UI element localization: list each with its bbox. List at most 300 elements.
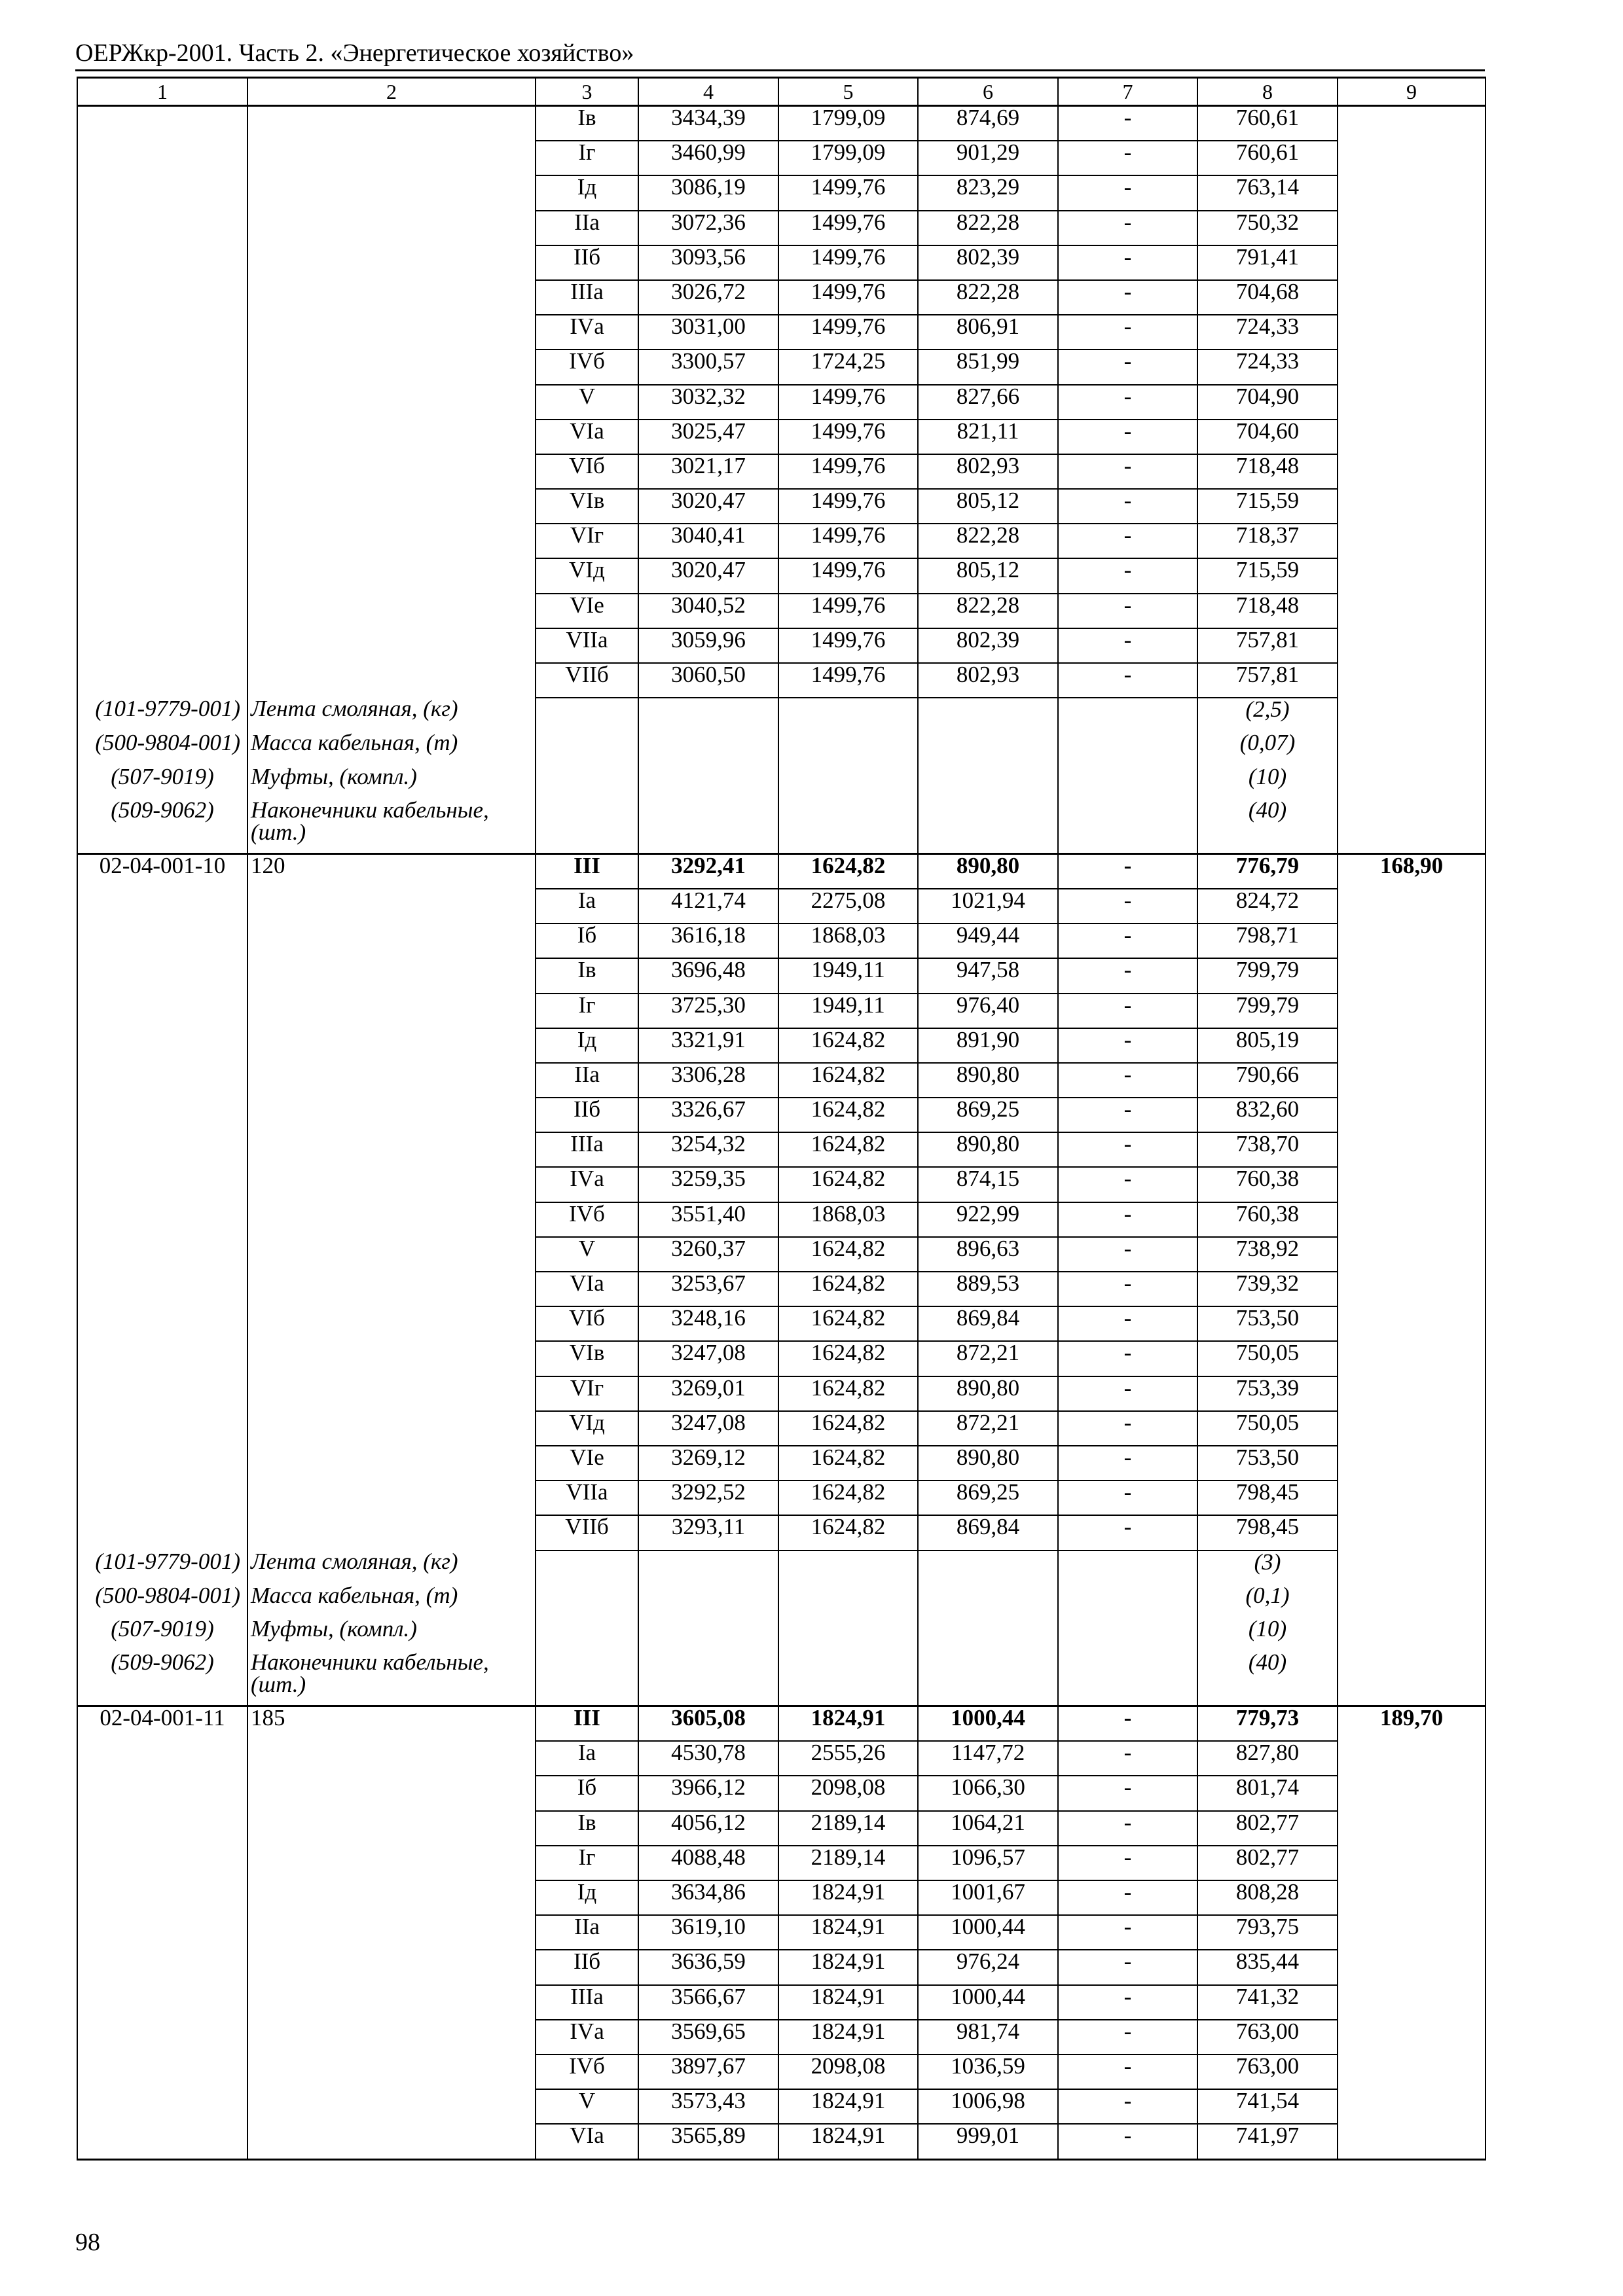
material-row xyxy=(77,698,1486,732)
table-row xyxy=(77,385,1486,420)
table-row xyxy=(77,663,1486,698)
material-qty: (2,5) xyxy=(1197,698,1338,732)
machine-cell: 869,25 xyxy=(918,1098,1058,1132)
driver-cell: - xyxy=(1058,280,1197,315)
wage-cell: 1499,76 xyxy=(778,175,918,210)
wage-cell: 1868,03 xyxy=(778,1202,918,1237)
zone-cell: Iд xyxy=(536,175,638,210)
empty-cell xyxy=(778,766,918,799)
total-cell: 3569,65 xyxy=(638,2020,778,2054)
empty-cell xyxy=(1338,1480,1486,1515)
wage-cell: 1724,25 xyxy=(778,350,918,384)
machine-cell: 891,90 xyxy=(918,1028,1058,1063)
wage-cell: 1499,76 xyxy=(778,315,918,350)
total-cell: 4121,74 xyxy=(638,889,778,924)
material-qty: (3) xyxy=(1197,1551,1338,1585)
materials-cell: 750,32 xyxy=(1197,211,1338,245)
table-row xyxy=(77,1376,1486,1411)
driver-cell: - xyxy=(1058,889,1197,924)
total-cell: 3093,56 xyxy=(638,245,778,280)
zone-cell: IVб xyxy=(536,350,638,384)
machine-cell: 890,80 xyxy=(918,1132,1058,1167)
materials-cell: 715,59 xyxy=(1197,558,1338,593)
machine-cell: 851,99 xyxy=(918,350,1058,384)
machine-cell: 822,28 xyxy=(918,280,1058,315)
materials-cell: 802,77 xyxy=(1197,1811,1338,1846)
machine-cell: 872,21 xyxy=(918,1341,1058,1376)
empty-cell xyxy=(77,2054,247,2089)
item-code: 02-04-001-11 xyxy=(77,1706,247,1742)
table-row xyxy=(77,958,1486,993)
zone-cell: IVа xyxy=(536,315,638,350)
main-row xyxy=(77,1706,1486,1742)
empty-cell xyxy=(247,1376,536,1411)
empty-cell xyxy=(536,799,638,854)
empty-cell xyxy=(1338,1551,1486,1585)
empty-cell xyxy=(1338,175,1486,210)
table-row xyxy=(77,420,1486,454)
wage-cell: 1499,76 xyxy=(778,211,918,245)
material-name: Лента смоляная, (кг) xyxy=(247,1551,536,1585)
empty-cell xyxy=(1338,1272,1486,1306)
empty-cell xyxy=(1058,766,1197,799)
empty-cell xyxy=(77,628,247,663)
materials-cell: 798,71 xyxy=(1197,924,1338,958)
empty-cell xyxy=(1338,1618,1486,1651)
wage-cell: 1624,82 xyxy=(778,1480,918,1515)
table-row xyxy=(77,1985,1486,2020)
total-cell: 3725,30 xyxy=(638,994,778,1028)
wage-cell: 1624,82 xyxy=(778,853,918,889)
empty-cell xyxy=(536,698,638,732)
driver-cell: - xyxy=(1058,853,1197,889)
empty-cell xyxy=(1338,1028,1486,1063)
page-number: 98 xyxy=(75,2229,100,2256)
materials-cell: 741,54 xyxy=(1197,2089,1338,2124)
material-name: Лента смоляная, (кг) xyxy=(247,698,536,732)
table-row xyxy=(77,2020,1486,2054)
zone-cell: VIд xyxy=(536,558,638,593)
table-row xyxy=(77,1776,1486,1810)
document-header: ОЕРЖкр-2001. Часть 2. «Энергетическое хозяйство» xyxy=(75,39,634,67)
table-row xyxy=(77,454,1486,489)
empty-cell xyxy=(77,280,247,315)
material-qty: (40) xyxy=(1197,1651,1338,1706)
zone-cell: VIIб xyxy=(536,663,638,698)
table-row xyxy=(77,2124,1486,2159)
empty-cell xyxy=(918,1618,1058,1651)
driver-cell: - xyxy=(1058,594,1197,628)
driver-cell: - xyxy=(1058,1202,1197,1237)
material-code: (101-9779-001) xyxy=(77,698,247,732)
material-row xyxy=(77,1651,1486,1706)
total-cell: 3026,72 xyxy=(638,280,778,315)
empty-cell xyxy=(77,2124,247,2159)
empty-cell xyxy=(638,1618,778,1651)
machine-cell: 901,29 xyxy=(918,141,1058,175)
total-cell: 3306,28 xyxy=(638,1063,778,1098)
zone-cell: Iг xyxy=(536,1846,638,1880)
table-row xyxy=(77,628,1486,663)
material-code: (101-9779-001) xyxy=(77,1551,247,1585)
column-number: 8 xyxy=(1197,78,1338,106)
empty-cell xyxy=(247,350,536,384)
wage-cell: 1824,91 xyxy=(778,1706,918,1742)
empty-cell xyxy=(247,1776,536,1810)
empty-cell xyxy=(77,1846,247,1880)
price-table xyxy=(77,77,1486,2161)
empty-cell xyxy=(1338,628,1486,663)
zone-cell: IIб xyxy=(536,1950,638,1984)
machine-cell: 821,11 xyxy=(918,420,1058,454)
empty-cell xyxy=(77,489,247,524)
empty-cell xyxy=(1338,2089,1486,2124)
material-name: Муфты, (компл.) xyxy=(247,766,536,799)
empty-cell xyxy=(247,1098,536,1132)
total-cell: 3254,32 xyxy=(638,1132,778,1167)
empty-cell xyxy=(1338,732,1486,765)
zone-cell: VIа xyxy=(536,420,638,454)
driver-cell: - xyxy=(1058,1811,1197,1846)
material-name: Масса кабельная, (т) xyxy=(247,1585,536,1618)
table-row xyxy=(77,1846,1486,1880)
wage-cell: 1868,03 xyxy=(778,924,918,958)
empty-cell xyxy=(1338,766,1486,799)
empty-cell xyxy=(536,1618,638,1651)
materials-cell: 718,48 xyxy=(1197,594,1338,628)
total-cell: 3021,17 xyxy=(638,454,778,489)
empty-cell xyxy=(247,2089,536,2124)
empty-cell xyxy=(1338,1167,1486,1202)
empty-cell xyxy=(1058,799,1197,854)
total-cell: 3460,99 xyxy=(638,141,778,175)
total-cell: 4088,48 xyxy=(638,1846,778,1880)
empty-cell xyxy=(77,524,247,558)
machine-cell: 869,84 xyxy=(918,1515,1058,1550)
wage-cell: 1824,91 xyxy=(778,2124,918,2159)
zone-cell: V xyxy=(536,1237,638,1272)
wage-cell: 1799,09 xyxy=(778,106,918,141)
driver-cell: - xyxy=(1058,1741,1197,1776)
total-cell: 3248,16 xyxy=(638,1306,778,1341)
empty-cell xyxy=(1338,2124,1486,2159)
empty-cell xyxy=(247,315,536,350)
zone-cell: IIб xyxy=(536,245,638,280)
driver-cell: - xyxy=(1058,1411,1197,1446)
wage-cell: 1624,82 xyxy=(778,1063,918,1098)
empty-cell xyxy=(247,994,536,1028)
wage-cell: 1499,76 xyxy=(778,628,918,663)
driver-cell: - xyxy=(1058,1985,1197,2020)
zone-cell: VIб xyxy=(536,1306,638,1341)
empty-cell xyxy=(1058,698,1197,732)
zone-cell: IIа xyxy=(536,1915,638,1950)
driver-cell: - xyxy=(1058,1446,1197,1480)
zone-cell: VIг xyxy=(536,1376,638,1411)
zone-cell: IIб xyxy=(536,1098,638,1132)
materials-cell: 715,59 xyxy=(1197,489,1338,524)
column-number: 6 xyxy=(918,78,1058,106)
materials-cell: 738,92 xyxy=(1197,1237,1338,1272)
driver-cell: - xyxy=(1058,211,1197,245)
driver-cell: - xyxy=(1058,1063,1197,1098)
driver-cell: - xyxy=(1058,420,1197,454)
total-cell: 3040,41 xyxy=(638,524,778,558)
machine-cell: 869,84 xyxy=(918,1306,1058,1341)
materials-cell: 750,05 xyxy=(1197,1411,1338,1446)
total-cell: 3269,12 xyxy=(638,1446,778,1480)
zone-cell: IVб xyxy=(536,2054,638,2089)
total-cell: 3566,67 xyxy=(638,1985,778,2020)
wage-cell: 1499,76 xyxy=(778,245,918,280)
table-row xyxy=(77,889,1486,924)
zone-cell: V xyxy=(536,2089,638,2124)
material-name: Масса кабельная, (т) xyxy=(247,732,536,765)
empty-cell xyxy=(1338,350,1486,384)
table-row xyxy=(77,280,1486,315)
column-number: 9 xyxy=(1338,78,1486,106)
table-row xyxy=(77,1480,1486,1515)
driver-cell: - xyxy=(1058,1341,1197,1376)
empty-cell xyxy=(1338,454,1486,489)
empty-cell xyxy=(1338,799,1486,854)
empty-cell xyxy=(77,1028,247,1063)
empty-cell xyxy=(1338,1585,1486,1618)
driver-cell: - xyxy=(1058,385,1197,420)
wage-cell: 1499,76 xyxy=(778,663,918,698)
item-code: 02-04-001-10 xyxy=(77,853,247,889)
empty-cell xyxy=(638,1585,778,1618)
driver-cell: - xyxy=(1058,1306,1197,1341)
materials-cell: 763,14 xyxy=(1197,175,1338,210)
driver-cell: - xyxy=(1058,1132,1197,1167)
materials-cell: 757,81 xyxy=(1197,628,1338,663)
empty-cell xyxy=(1338,1846,1486,1880)
material-qty: (40) xyxy=(1197,799,1338,854)
machine-cell: 896,63 xyxy=(918,1237,1058,1272)
empty-cell xyxy=(778,1551,918,1585)
wage-cell: 1624,82 xyxy=(778,1098,918,1132)
driver-cell: - xyxy=(1058,1376,1197,1411)
empty-cell xyxy=(247,594,536,628)
empty-cell xyxy=(77,454,247,489)
zone-cell: Iг xyxy=(536,141,638,175)
machine-cell: 890,80 xyxy=(918,1063,1058,1098)
materials-cell: 757,81 xyxy=(1197,663,1338,698)
materials-cell: 724,33 xyxy=(1197,350,1338,384)
total-cell: 3260,37 xyxy=(638,1237,778,1272)
empty-cell xyxy=(1338,663,1486,698)
machine-cell: 890,80 xyxy=(918,853,1058,889)
empty-cell xyxy=(1058,1585,1197,1618)
driver-cell: - xyxy=(1058,245,1197,280)
zone-cell: IVа xyxy=(536,1167,638,1202)
empty-cell xyxy=(536,766,638,799)
column-number: 4 xyxy=(638,78,778,106)
table-row xyxy=(77,924,1486,958)
materials-cell: 801,74 xyxy=(1197,1776,1338,1810)
wage-cell: 1624,82 xyxy=(778,1376,918,1411)
empty-cell xyxy=(247,1846,536,1880)
machine-cell: 1036,59 xyxy=(918,2054,1058,2089)
empty-cell xyxy=(77,2020,247,2054)
empty-cell xyxy=(247,628,536,663)
materials-cell: 760,38 xyxy=(1197,1167,1338,1202)
empty-cell xyxy=(638,1651,778,1706)
empty-cell xyxy=(247,1202,536,1237)
wage-cell: 2189,14 xyxy=(778,1811,918,1846)
material-code: (500-9804-001) xyxy=(77,1585,247,1618)
materials-cell: 791,41 xyxy=(1197,245,1338,280)
materials-cell: 798,45 xyxy=(1197,1480,1338,1515)
driver-cell: - xyxy=(1058,489,1197,524)
empty-cell xyxy=(77,1237,247,1272)
empty-cell xyxy=(77,1741,247,1776)
machine-cell: 822,28 xyxy=(918,524,1058,558)
empty-cell xyxy=(247,1950,536,1984)
driver-cell: - xyxy=(1058,2089,1197,2124)
labor-cell: 189,70 xyxy=(1338,1706,1486,1742)
driver-cell: - xyxy=(1058,1028,1197,1063)
empty-cell xyxy=(1338,1776,1486,1810)
empty-cell xyxy=(77,1880,247,1915)
materials-cell: 763,00 xyxy=(1197,2054,1338,2089)
empty-cell xyxy=(247,1411,536,1446)
driver-cell: - xyxy=(1058,524,1197,558)
total-cell: 3072,36 xyxy=(638,211,778,245)
empty-cell xyxy=(1338,994,1486,1028)
empty-cell xyxy=(77,420,247,454)
empty-cell xyxy=(1338,1741,1486,1776)
column-number: 5 xyxy=(778,78,918,106)
zone-cell: VIIа xyxy=(536,628,638,663)
empty-cell xyxy=(77,1167,247,1202)
table-body xyxy=(77,78,1486,2160)
machine-cell: 802,39 xyxy=(918,245,1058,280)
total-cell: 3966,12 xyxy=(638,1776,778,1810)
zone-cell: IIа xyxy=(536,211,638,245)
table-row xyxy=(77,211,1486,245)
wage-cell: 1499,76 xyxy=(778,524,918,558)
total-cell: 3060,50 xyxy=(638,663,778,698)
empty-cell xyxy=(1338,1515,1486,1550)
wage-cell: 1824,91 xyxy=(778,2089,918,2124)
materials-cell: 835,44 xyxy=(1197,1950,1338,1984)
empty-cell xyxy=(77,1411,247,1446)
empty-cell xyxy=(1338,385,1486,420)
driver-cell: - xyxy=(1058,558,1197,593)
total-cell: 3259,35 xyxy=(638,1167,778,1202)
empty-cell xyxy=(77,1272,247,1306)
empty-cell xyxy=(1338,1376,1486,1411)
empty-cell xyxy=(1338,1306,1486,1341)
wage-cell: 1824,91 xyxy=(778,2020,918,2054)
driver-cell: - xyxy=(1058,1915,1197,1950)
total-cell: 3292,41 xyxy=(638,853,778,889)
material-qty: (10) xyxy=(1197,766,1338,799)
wage-cell: 2098,08 xyxy=(778,1776,918,1810)
table-row xyxy=(77,1132,1486,1167)
empty-cell xyxy=(638,698,778,732)
column-number: 7 xyxy=(1058,78,1197,106)
empty-cell xyxy=(77,1063,247,1098)
zone-cell: VIIа xyxy=(536,1480,638,1515)
driver-cell: - xyxy=(1058,1098,1197,1132)
machine-cell: 827,66 xyxy=(918,385,1058,420)
empty-cell xyxy=(247,1167,536,1202)
materials-cell: 741,32 xyxy=(1197,1985,1338,2020)
empty-cell xyxy=(1338,1985,1486,2020)
empty-cell xyxy=(77,889,247,924)
table-row xyxy=(77,1411,1486,1446)
table-row xyxy=(77,1028,1486,1063)
materials-cell: 760,38 xyxy=(1197,1202,1338,1237)
zone-cell: IIIа xyxy=(536,1132,638,1167)
materials-cell: 753,39 xyxy=(1197,1376,1338,1411)
empty-cell xyxy=(918,1551,1058,1585)
empty-cell xyxy=(77,1446,247,1480)
driver-cell: - xyxy=(1058,994,1197,1028)
driver-cell: - xyxy=(1058,958,1197,993)
zone-cell: Iд xyxy=(536,1880,638,1915)
machine-cell: 823,29 xyxy=(918,175,1058,210)
empty-cell xyxy=(77,1515,247,1550)
total-cell: 3326,67 xyxy=(638,1098,778,1132)
total-cell: 3300,57 xyxy=(638,350,778,384)
empty-cell xyxy=(638,732,778,765)
machine-cell: 802,93 xyxy=(918,454,1058,489)
empty-cell xyxy=(1058,1651,1197,1706)
zone-cell: VIб xyxy=(536,454,638,489)
driver-cell: - xyxy=(1058,106,1197,141)
materials-cell: 739,32 xyxy=(1197,1272,1338,1306)
wage-cell: 1624,82 xyxy=(778,1028,918,1063)
empty-cell xyxy=(918,698,1058,732)
total-cell: 3634,86 xyxy=(638,1880,778,1915)
machine-cell: 1000,44 xyxy=(918,1985,1058,2020)
machine-cell: 1064,21 xyxy=(918,1811,1058,1846)
table-row xyxy=(77,489,1486,524)
empty-cell xyxy=(247,1272,536,1306)
materials-cell: 741,97 xyxy=(1197,2124,1338,2159)
table-row xyxy=(77,175,1486,210)
empty-cell xyxy=(638,766,778,799)
zone-cell: VIг xyxy=(536,524,638,558)
total-cell: 3605,08 xyxy=(638,1706,778,1742)
empty-cell xyxy=(1338,420,1486,454)
empty-cell xyxy=(247,1306,536,1341)
zone-cell: Iб xyxy=(536,924,638,958)
total-cell: 3636,59 xyxy=(638,1950,778,1984)
zone-cell: VIд xyxy=(536,1411,638,1446)
empty-cell xyxy=(536,1551,638,1585)
empty-cell xyxy=(247,141,536,175)
wage-cell: 2189,14 xyxy=(778,1846,918,1880)
table-row xyxy=(77,1811,1486,1846)
table-row xyxy=(77,106,1486,141)
total-cell: 3032,32 xyxy=(638,385,778,420)
empty-cell xyxy=(77,1341,247,1376)
wage-cell: 1499,76 xyxy=(778,489,918,524)
zone-cell: IIIа xyxy=(536,280,638,315)
zone-cell: Iа xyxy=(536,889,638,924)
material-row xyxy=(77,1551,1486,1585)
zone-cell: Iб xyxy=(536,1776,638,1810)
empty-cell xyxy=(536,1585,638,1618)
table-row xyxy=(77,245,1486,280)
total-cell: 3434,39 xyxy=(638,106,778,141)
material-qty: (10) xyxy=(1197,1618,1338,1651)
